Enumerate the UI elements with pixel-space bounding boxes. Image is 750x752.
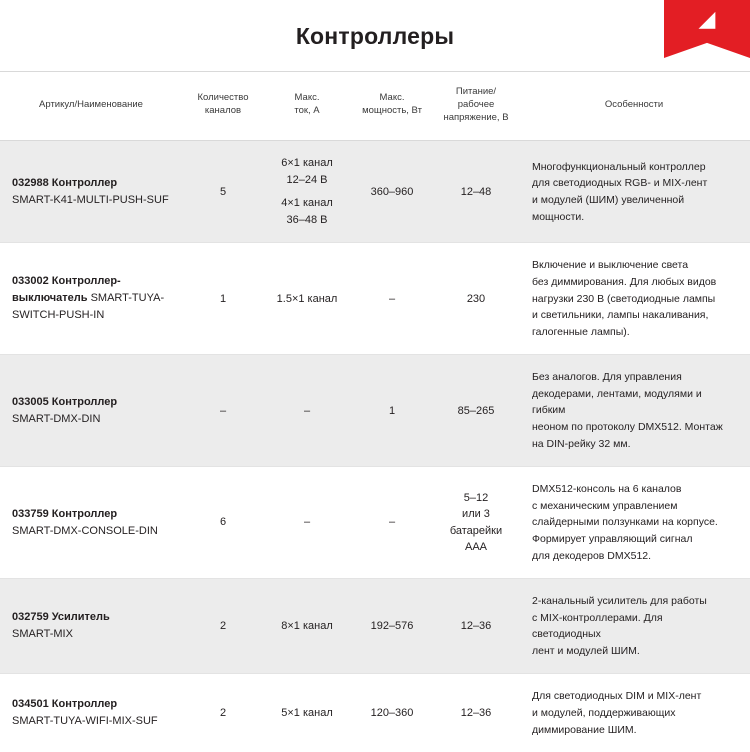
cell-voltage: 12–48 <box>434 141 518 243</box>
cell-current-line1: 6×1 канал <box>281 157 333 170</box>
product-model: SMART-TUYA- <box>90 292 165 305</box>
table-row <box>0 141 750 243</box>
column-header-voltage-line3: напряжение, В <box>443 111 509 123</box>
product-type: Контроллер <box>51 698 118 711</box>
cell-voltage <box>434 467 518 579</box>
column-header-channels <box>182 72 264 141</box>
cell-article <box>0 355 182 467</box>
cell-current-line2: 12–24 В <box>286 173 328 186</box>
cell-features-line3: слайдерными ползунками на корпусе. <box>532 516 718 529</box>
cell-voltage-line4: AAA <box>464 541 487 554</box>
cell-features-line3: и модулей (ШИМ) увеличенной мощности. <box>532 193 685 223</box>
cell-features-line1: Без аналогов. Для управления <box>532 371 682 384</box>
column-header-power-line2: мощность, Вт <box>362 105 422 117</box>
product-sku: 033005 <box>12 395 52 408</box>
column-header-article: Артикул/Наименование <box>0 72 182 141</box>
product-sku: 032988 <box>12 176 52 189</box>
cell-features-line5: галогенные лампы). <box>532 325 630 338</box>
cell-features-line2: без диммирования. Для любых видов <box>532 276 717 289</box>
product-sku: 033759 <box>12 507 52 520</box>
cell-power: 192–576 <box>350 579 434 674</box>
cell-features-line5: для декодеров DMX512. <box>532 549 652 562</box>
column-header-voltage <box>434 72 518 141</box>
cell-channels: 1 <box>182 243 264 355</box>
cell-article <box>0 579 182 674</box>
cell-features-line1: Включение и выключение света <box>532 259 689 272</box>
cell-features <box>518 467 750 579</box>
product-type-2: выключатель <box>12 292 91 305</box>
cell-voltage: 12–36 <box>434 579 518 674</box>
cell-features-line1: 2-канальный усилитель для работы <box>532 595 707 608</box>
table-row <box>0 467 750 579</box>
column-header-channels-line2: каналов <box>204 105 242 117</box>
product-type: Контроллер- <box>51 275 121 288</box>
cell-current-line3: 4×1 канал <box>281 197 333 210</box>
column-header-current-line2: ток, А <box>294 105 320 117</box>
cell-voltage-line3: батарейки <box>449 524 503 537</box>
cell-features-line1: DMX512-консоль на 6 каналов <box>532 483 682 496</box>
spacer <box>270 188 344 195</box>
cell-power: – <box>350 467 434 579</box>
cell-voltage: 85–265 <box>434 355 518 467</box>
cell-voltage-line2: или 3 <box>462 508 490 521</box>
product-model: SMART-DMX-CONSOLE-DIN <box>12 524 158 537</box>
product-sku: 032759 <box>12 611 52 624</box>
specifications-table <box>0 72 750 752</box>
column-header-power-line1: Макс. <box>379 92 405 104</box>
cell-features-line2: с механическим управлением <box>532 499 678 512</box>
cell-features-line3: диммирование ШИМ. <box>532 723 637 736</box>
cell-features-line2: декодерами, лентами, модулями и гибким <box>532 387 702 417</box>
cell-current: 8×1 канал <box>264 579 350 674</box>
table-row <box>0 674 750 752</box>
cell-power: 360–960 <box>350 141 434 243</box>
cell-features-line2: для светодиодных RGB- и MIX-лент <box>532 177 708 190</box>
cell-current: – <box>264 467 350 579</box>
product-model: SMART-MIX <box>12 628 73 641</box>
cell-power: – <box>350 243 434 355</box>
cell-voltage: 12–36 <box>434 674 518 752</box>
cell-features <box>518 579 750 674</box>
cell-features <box>518 355 750 467</box>
cell-features-line4: Формирует управляющий сигнал <box>532 532 693 545</box>
cell-current: – <box>264 355 350 467</box>
cell-features-line3: неоном по протоколу DMX512. Монтаж <box>532 421 723 434</box>
page-header <box>0 0 750 72</box>
cell-channels: 2 <box>182 579 264 674</box>
column-header-features: Особенности <box>518 72 750 141</box>
cell-article <box>0 243 182 355</box>
product-model: SMART-K41-MULTI-PUSH-SUF <box>12 193 169 206</box>
cell-current <box>264 141 350 243</box>
column-header-voltage-line1: Питание/ <box>455 86 497 97</box>
cell-current: 5×1 канал <box>264 674 350 752</box>
product-type: Контроллер <box>51 395 118 408</box>
cell-features-line3: нагрузки 230 В (светодиодные лампы <box>532 292 716 305</box>
cell-current-line4: 36–48 В <box>286 213 328 226</box>
product-type: Усилитель <box>51 611 110 624</box>
column-header-voltage-line2: рабочее <box>457 98 495 110</box>
product-model-2: SWITCH-PUSH-IN <box>12 309 105 322</box>
cell-channels: 6 <box>182 467 264 579</box>
cell-features <box>518 141 750 243</box>
product-model: SMART-TUYA-WIFI-MIX-SUF <box>12 715 158 728</box>
logo-mark-icon: ◢ <box>698 7 716 32</box>
cell-voltage: 230 <box>434 243 518 355</box>
table-row <box>0 243 750 355</box>
brand-logo <box>664 0 750 58</box>
column-header-current <box>264 72 350 141</box>
table-row <box>0 355 750 467</box>
cell-features <box>518 674 750 752</box>
column-header-channels-line1: Количество <box>197 92 249 104</box>
product-type: Контроллер <box>51 176 118 189</box>
table-row <box>0 579 750 674</box>
cell-features-line3: лент и модулей ШИМ. <box>532 644 640 657</box>
cell-voltage-line1: 5–12 <box>463 491 489 504</box>
product-model: SMART-DMX-DIN <box>12 412 101 425</box>
cell-article <box>0 467 182 579</box>
cell-features-line2: с MIX-контроллерами. Для светодиодных <box>532 611 663 641</box>
cell-power: 120–360 <box>350 674 434 752</box>
cell-features-line1: Для светодиодных DIM и MIX-лент <box>532 690 702 703</box>
product-sku: 033002 <box>12 275 52 288</box>
cell-channels: 2 <box>182 674 264 752</box>
cell-features-line2: и модулей, поддерживающих <box>532 707 676 719</box>
cell-article <box>0 674 182 752</box>
cell-power: 1 <box>350 355 434 467</box>
cell-features <box>518 243 750 355</box>
cell-features-line4: на DIN-рейку 32 мм. <box>532 437 631 450</box>
cell-channels: – <box>182 355 264 467</box>
cell-article <box>0 141 182 243</box>
cell-channels: 5 <box>182 141 264 243</box>
product-type: Контроллер <box>51 507 118 520</box>
cell-features-line1: Многофункциональный контроллер <box>532 160 706 173</box>
product-sku: 034501 <box>12 698 52 711</box>
column-header-power <box>350 72 434 141</box>
cell-features-line4: и светильники, лампы накаливания, <box>532 309 709 322</box>
cell-current: 1.5×1 канал <box>264 243 350 355</box>
page-title: Контроллеры <box>295 23 455 49</box>
column-header-current-line1: Макс. <box>294 92 320 104</box>
table-header-row <box>0 72 750 141</box>
